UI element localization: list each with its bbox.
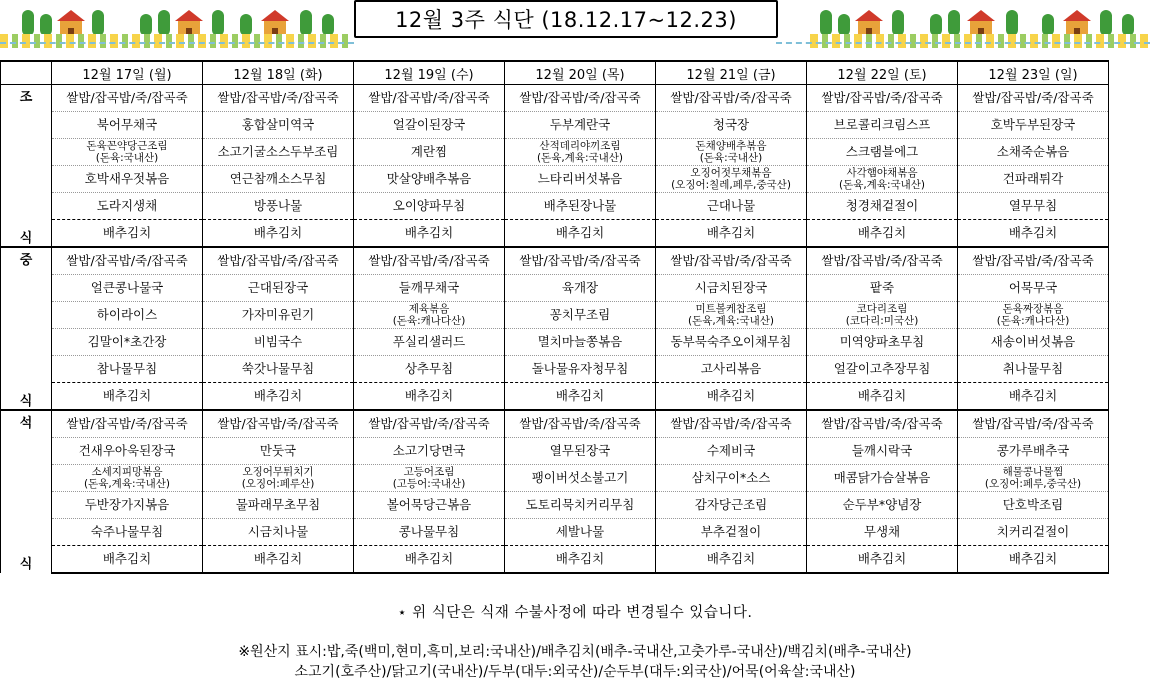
menu-item: 계란찜	[354, 139, 505, 166]
menu-item: 근대나물	[656, 193, 807, 220]
menu-row	[1, 465, 1109, 492]
menu-item: 건새우아욱된장국	[52, 438, 203, 465]
menu-item-name: 미트볼케찹조림	[695, 303, 767, 315]
meal-label-char: 중	[19, 252, 33, 268]
menu-item: 배추김치	[807, 220, 958, 248]
menu-item: 부추겉절이	[656, 519, 807, 546]
menu-row	[1, 139, 1109, 166]
meal-label-char: 식	[19, 393, 33, 409]
menu-item-name: 돈채양배추볶음	[695, 140, 767, 152]
meal-label-char: 식	[19, 230, 33, 246]
menu-item: 소고기굴소스두부조림	[203, 139, 354, 166]
menu-item	[958, 465, 1109, 492]
menu-item: 배추김치	[203, 383, 354, 411]
day-header: 12월 21일 (금)	[656, 61, 807, 85]
menu-row	[1, 275, 1109, 302]
menu-item: 두반장가지볶음	[52, 492, 203, 519]
menu-item: 연근참깨소스무침	[203, 166, 354, 193]
menu-item-name: 소세지피망볶음	[91, 466, 163, 478]
menu-item: 쌀밥/잡곡밥/죽/잡곡죽	[807, 85, 958, 112]
menu-item: 배추김치	[656, 383, 807, 411]
menu-item	[354, 302, 505, 329]
menu-item: 들깨무채국	[354, 275, 505, 302]
menu-item: 배추김치	[505, 220, 656, 248]
header-banner	[0, 0, 1150, 58]
meal-label-char: 조	[19, 89, 33, 105]
menu-item: 배추김치	[958, 220, 1109, 248]
menu-item: 배추김치	[354, 220, 505, 248]
menu-item: 시금치나물	[203, 519, 354, 546]
corner-cell	[1, 61, 52, 85]
menu-item: 배추김치	[203, 546, 354, 574]
menu-item	[807, 302, 958, 329]
menu-item: 쌀밥/잡곡밥/죽/잡곡죽	[52, 85, 203, 112]
menu-item-name: 돈육꼰약당근조림	[86, 140, 168, 152]
day-header: 12월 22일 (토)	[807, 61, 958, 85]
menu-item: 꽁치무조림	[505, 302, 656, 329]
menu-item: 청경채겉절이	[807, 193, 958, 220]
menu-item: 배추김치	[807, 383, 958, 411]
menu-item: 김말이*초간장	[52, 329, 203, 356]
menu-row	[1, 112, 1109, 139]
menu-item: 쌀밥/잡곡밥/죽/잡곡죽	[656, 247, 807, 275]
weekly-menu-table	[0, 60, 1109, 574]
day-header: 12월 19일 (수)	[354, 61, 505, 85]
menu-item: 콩나물무침	[354, 519, 505, 546]
menu-item: 열무무침	[958, 193, 1109, 220]
day-header: 12월 18일 (화)	[203, 61, 354, 85]
menu-item-origin: (돈육:국내산)	[699, 152, 763, 164]
menu-item: 배추김치	[958, 383, 1109, 411]
menu-item-name: 돈육짜장볶음	[1002, 303, 1064, 315]
menu-item: 취나물무침	[958, 356, 1109, 383]
menu-item: 쌀밥/잡곡밥/죽/잡곡죽	[505, 247, 656, 275]
menu-item: 얼갈이고추장무침	[807, 356, 958, 383]
menu-item: 건파래튀각	[958, 166, 1109, 193]
menu-item: 도라지생채	[52, 193, 203, 220]
menu-row	[1, 546, 1109, 574]
menu-item: 고사리볶음	[656, 356, 807, 383]
meal-label	[1, 85, 52, 248]
menu-item: 호박두부된장국	[958, 112, 1109, 139]
menu-item-origin: (돈육,계육:국내산)	[83, 478, 171, 490]
menu-item: 비빔국수	[203, 329, 354, 356]
menu-item-name: 코다리조림	[856, 303, 908, 315]
menu-item: 쌀밥/잡곡밥/죽/잡곡죽	[505, 85, 656, 112]
menu-item: 쌀밥/잡곡밥/죽/잡곡죽	[354, 85, 505, 112]
menu-item: 팽이버섯소불고기	[505, 465, 656, 492]
menu-item-name: 사각햄야채볶음	[846, 167, 918, 179]
menu-item: 근대된장국	[203, 275, 354, 302]
menu-item: 느타리버섯볶음	[505, 166, 656, 193]
menu-item: 홍합살미역국	[203, 112, 354, 139]
menu-row	[1, 383, 1109, 411]
menu-item: 쌀밥/잡곡밥/죽/잡곡죽	[505, 410, 656, 438]
menu-item-origin: (오징어:페루,중국산)	[984, 478, 1082, 490]
menu-item: 동부묵숙주오이채무침	[656, 329, 807, 356]
menu-item: 배추된장나물	[505, 193, 656, 220]
menu-row	[1, 438, 1109, 465]
origin-note-line1: ※원산지 표시:밥,죽(백미,현미,흑미,보리:국내산)/배추김치(배추-국내산,고춧가루-국내산)/백김치(배추-국내산)	[238, 644, 912, 660]
day-header: 12월 23일 (일)	[958, 61, 1109, 85]
menu-item-origin: (고등어:국내산)	[392, 478, 466, 490]
menu-item: 스크램블에그	[807, 139, 958, 166]
menu-row	[1, 166, 1109, 193]
menu-item: 북어무채국	[52, 112, 203, 139]
menu-item: 얼갈이된장국	[354, 112, 505, 139]
menu-item: 쌀밥/잡곡밥/죽/잡곡죽	[52, 247, 203, 275]
menu-item: 배추김치	[807, 546, 958, 574]
menu-item: 쌀밥/잡곡밥/죽/잡곡죽	[656, 410, 807, 438]
menu-item: 쑥갓나물무침	[203, 356, 354, 383]
menu-item-origin: (돈육,계육:국내산)	[687, 315, 775, 327]
menu-item: 세발나물	[505, 519, 656, 546]
menu-item: 쌀밥/잡곡밥/죽/잡곡죽	[52, 410, 203, 438]
menu-row	[1, 356, 1109, 383]
menu-item	[354, 465, 505, 492]
day-header-row	[1, 61, 1109, 85]
menu-item: 하이라이스	[52, 302, 203, 329]
meal-label	[1, 410, 52, 573]
menu-item: 배추김치	[354, 546, 505, 574]
menu-item-origin: (오징어:칠레,페루,중국산)	[671, 179, 791, 191]
menu-item-origin: (오징어:페루산)	[241, 478, 315, 490]
menu-row	[1, 519, 1109, 546]
menu-row	[1, 492, 1109, 519]
menu-item: 들깨시락국	[807, 438, 958, 465]
menu-item-origin: (돈육,계육:국내산)	[536, 152, 624, 164]
menu-item: 수제비국	[656, 438, 807, 465]
menu-item-origin: (돈육:국내산)	[95, 152, 159, 164]
menu-item-name: 해물콩나물찜	[1002, 466, 1064, 478]
menu-item: 참나물무침	[52, 356, 203, 383]
menu-item: 쌀밥/잡곡밥/죽/잡곡죽	[958, 85, 1109, 112]
menu-item: 콩가루배추국	[958, 438, 1109, 465]
menu-item: 멸치마늘쫑볶음	[505, 329, 656, 356]
menu-item: 배추김치	[656, 220, 807, 248]
menu-item: 팥죽	[807, 275, 958, 302]
menu-item: 오이양파무침	[354, 193, 505, 220]
menu-item: 만둣국	[203, 438, 354, 465]
menu-item	[52, 139, 203, 166]
menu-item: 쌀밥/잡곡밥/죽/잡곡죽	[354, 410, 505, 438]
menu-item: 시금치된장국	[656, 275, 807, 302]
menu-item: 배추김치	[505, 546, 656, 574]
menu-item	[807, 166, 958, 193]
page-title: 12월 3주 식단 (18.12.17~12.23)	[354, 0, 778, 38]
menu-item: 방풍나물	[203, 193, 354, 220]
menu-item: 맛살양배추볶음	[354, 166, 505, 193]
menu-item: 매콤닭가슴살볶음	[807, 465, 958, 492]
menu-item: 쌀밥/잡곡밥/죽/잡곡죽	[203, 85, 354, 112]
menu-item-name: 오징어무튀치기	[242, 466, 314, 478]
menu-item-name: 오징어젓무채볶음	[690, 167, 772, 179]
menu-item: 배추김치	[505, 383, 656, 411]
meal-label-char: 식	[19, 557, 33, 572]
menu-item: 쌀밥/잡곡밥/죽/잡곡죽	[203, 247, 354, 275]
menu-item	[656, 139, 807, 166]
menu-item: 배추김치	[354, 383, 505, 411]
menu-item: 열무된장국	[505, 438, 656, 465]
menu-item: 도토리묵치커리무침	[505, 492, 656, 519]
menu-item: 청국장	[656, 112, 807, 139]
menu-item: 두부계란국	[505, 112, 656, 139]
menu-item: 새송이버섯볶음	[958, 329, 1109, 356]
menu-item-origin: (돈육:캐나다산)	[392, 315, 466, 327]
menu-item: 치커리겉절이	[958, 519, 1109, 546]
menu-item: 돌나물유자청무침	[505, 356, 656, 383]
menu-item: 쌀밥/잡곡밥/죽/잡곡죽	[354, 247, 505, 275]
menu-item	[656, 166, 807, 193]
menu-item: 푸실리샐러드	[354, 329, 505, 356]
menu-item	[203, 465, 354, 492]
menu-item: 쌀밥/잡곡밥/죽/잡곡죽	[807, 410, 958, 438]
day-header: 12월 17일 (월)	[52, 61, 203, 85]
menu-item: 소채죽순볶음	[958, 139, 1109, 166]
menu-item: 쌀밥/잡곡밥/죽/잡곡죽	[203, 410, 354, 438]
menu-item: 육개장	[505, 275, 656, 302]
village-decoration-left	[0, 0, 350, 48]
menu-row	[1, 302, 1109, 329]
menu-item: 쌀밥/잡곡밥/죽/잡곡죽	[958, 247, 1109, 275]
menu-row	[1, 220, 1109, 248]
menu-item-name: 제육볶음	[408, 303, 450, 315]
menu-item: 소고기당면국	[354, 438, 505, 465]
menu-item: 볼어묵당근볶음	[354, 492, 505, 519]
menu-item	[958, 302, 1109, 329]
menu-item	[656, 302, 807, 329]
menu-item: 쌀밥/잡곡밥/죽/잡곡죽	[807, 247, 958, 275]
menu-item: 어묵무국	[958, 275, 1109, 302]
menu-item: 배추김치	[203, 220, 354, 248]
menu-item: 미역양파초무침	[807, 329, 958, 356]
menu-item-origin: (돈육,계육:국내산)	[838, 179, 926, 191]
menu-row	[1, 85, 1109, 112]
menu-item-origin: (돈육:캐나다산)	[996, 315, 1070, 327]
menu-item-name: 고등어조림	[403, 466, 455, 478]
menu-item: 감자당근조림	[656, 492, 807, 519]
menu-row	[1, 410, 1109, 438]
menu-item: 무생채	[807, 519, 958, 546]
menu-item: 단호박조림	[958, 492, 1109, 519]
menu-item: 삼치구이*소스	[656, 465, 807, 492]
menu-row	[1, 329, 1109, 356]
menu-item: 상추무침	[354, 356, 505, 383]
meal-label	[1, 247, 52, 410]
menu-item: 배추김치	[52, 546, 203, 574]
menu-item-name: 산적데리야끼조림	[539, 140, 621, 152]
village-decoration-right	[810, 0, 1150, 48]
menu-item-origin: (코다리:미국산)	[845, 315, 919, 327]
menu-item: 배추김치	[656, 546, 807, 574]
menu-item: 배추김치	[52, 220, 203, 248]
menu-item: 쌀밥/잡곡밥/죽/잡곡죽	[958, 410, 1109, 438]
menu-body	[1, 85, 1109, 574]
menu-item: 배추김치	[52, 383, 203, 411]
change-notice: ⋆ 위 식단은 식재 수불사정에 따라 변경될수 있습니다.	[397, 605, 753, 621]
origin-note-line2: 소고기(호주산)/닭고기(국내산)/두부(대두:외국산)/순두부(대두:외국산)/어묵(어육살:국내산)	[294, 664, 856, 680]
menu-item: 숙주나물무침	[52, 519, 203, 546]
menu-item: 물파래무초무침	[203, 492, 354, 519]
menu-item: 얼큰콩나물국	[52, 275, 203, 302]
menu-item	[505, 139, 656, 166]
day-header: 12월 20일 (목)	[505, 61, 656, 85]
menu-item: 브로콜리크림스프	[807, 112, 958, 139]
menu-row	[1, 193, 1109, 220]
menu-item: 순두부*양념장	[807, 492, 958, 519]
menu-item: 가자미유린기	[203, 302, 354, 329]
menu-item	[52, 465, 203, 492]
menu-item: 호박새우젓볶음	[52, 166, 203, 193]
meal-label-char: 석	[19, 416, 33, 431]
menu-item: 쌀밥/잡곡밥/죽/잡곡죽	[656, 85, 807, 112]
menu-item: 배추김치	[958, 546, 1109, 574]
menu-row	[1, 247, 1109, 275]
